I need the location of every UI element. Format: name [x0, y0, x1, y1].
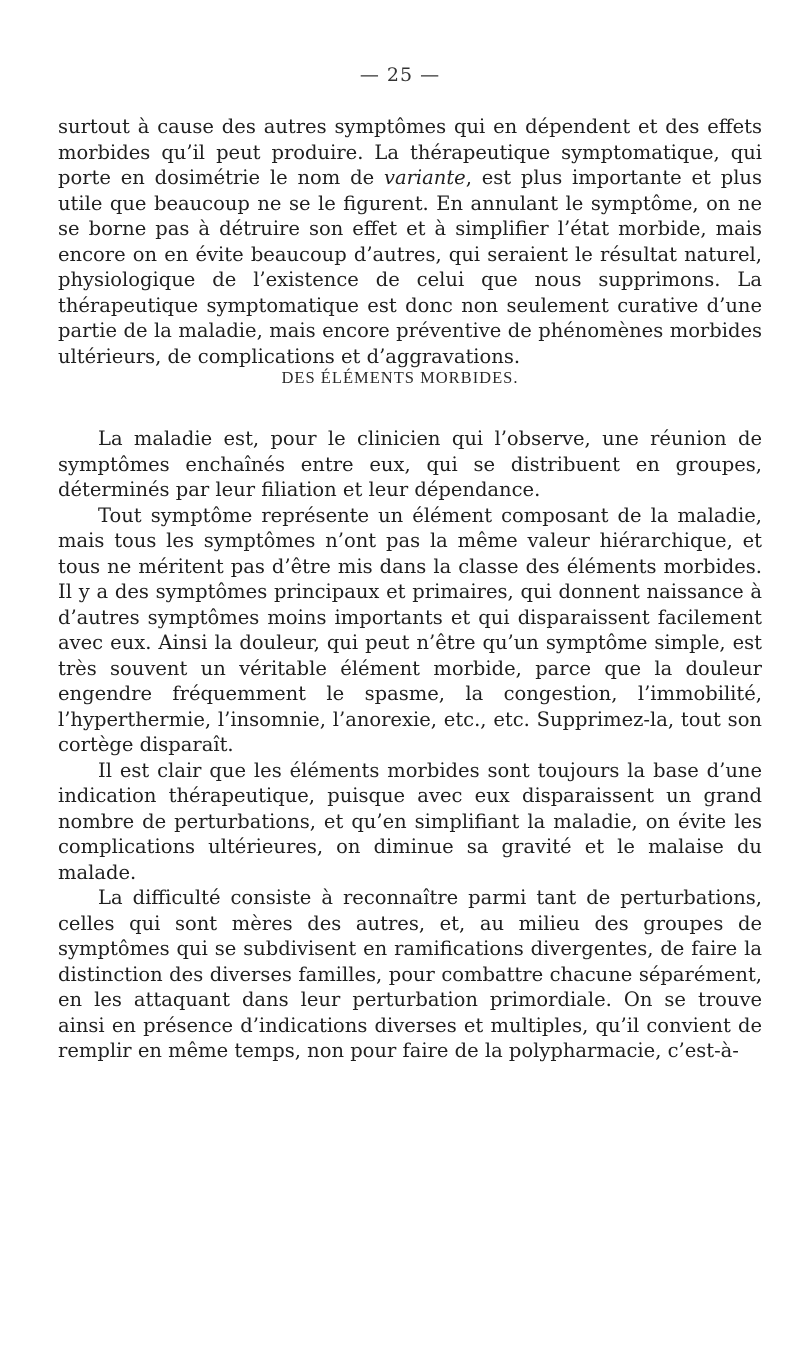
page-number: — 25 — — [359, 64, 441, 86]
paragraph-elements: Il est clair que les éléments morbides sont toujours la base d’une indication thérapeutique, puisque avec eux disparaissent un grand nombre de perturbations, et qu’en simplifiant la maladie, on évite les complications ultérieures, on diminue sa gravité et le malaise du malade. — [58, 758, 762, 884]
italic-term: variante — [383, 166, 466, 189]
paragraph-difficulte: La difficulté consiste à reconnaître parmi tant de perturbations, celles qui sont mères des autres, et, au milieu des groupes de symptômes qui se subdivisent en ramifications divergentes, de faire la distinction des diverses familles, pour combattre chacune séparément, en les attaquant dans leur perturbation primordiale. On se trouve ainsi en présence d’indications diverses et multiples, qu’il convient de remplir en même temps, non pour faire de la polypharmacie, c’est-à- — [58, 886, 762, 1062]
section-heading: DES ÉLÉMENTS MORBIDES. — [281, 368, 519, 387]
intro-paragraph: surtout à cause des autres symptômes qui en dépendent et des effets morbides qu’il peut produire. La thérapeutique symptomatique, qui porte en dosimétrie le nom de variante, est plus importante et plus utile que beaucoup ne se le figurent. En annulant le symptôme, on ne se borne pas à détruire son effet et à simplifier l’état morbide, mais encore on en évite beaucoup d’autres, qui seraient le résultat naturel, physiologique de l’existence de celui que nous supprimons. La thérapeutique symptomatique est donc non seulement curative d’une partie de la maladie, mais encore préventive de phénomènes morbides ultérieurs, de complications et d’aggravations. — [58, 115, 762, 368]
paragraph-symptome: Tout symptôme représente un élément composant de la maladie, mais tous les symptômes n’ont pas la même valeur hiérarchique, et tous ne méritent pas d’être mis dans la classe des éléments morbides. Il y a des symptômes principaux et primaires, qui donnent naissance à d’autres symptômes moins importants et qui disparaissent facilement avec eux. Ainsi la douleur, qui peut n’être qu’un symptôme simple, est très souvent un véritable élément morbide, parce que la douleur engendre fréquemment le spasme, la congestion, l’immobilité, l’hyperthermie, l’insomnie, l’anorexie, etc., etc. Supprimez-la, tout son cortège disparaît. — [58, 503, 762, 756]
paragraph-maladie: La maladie est, pour le clinicien qui l’observe, une réunion de symptômes enchaînés entre eux, qui se distribuent en groupes, déterminés par leur filiation et leur dépendance. — [58, 427, 762, 501]
section-body — [58, 426, 762, 1064]
intro-text — [58, 114, 762, 369]
